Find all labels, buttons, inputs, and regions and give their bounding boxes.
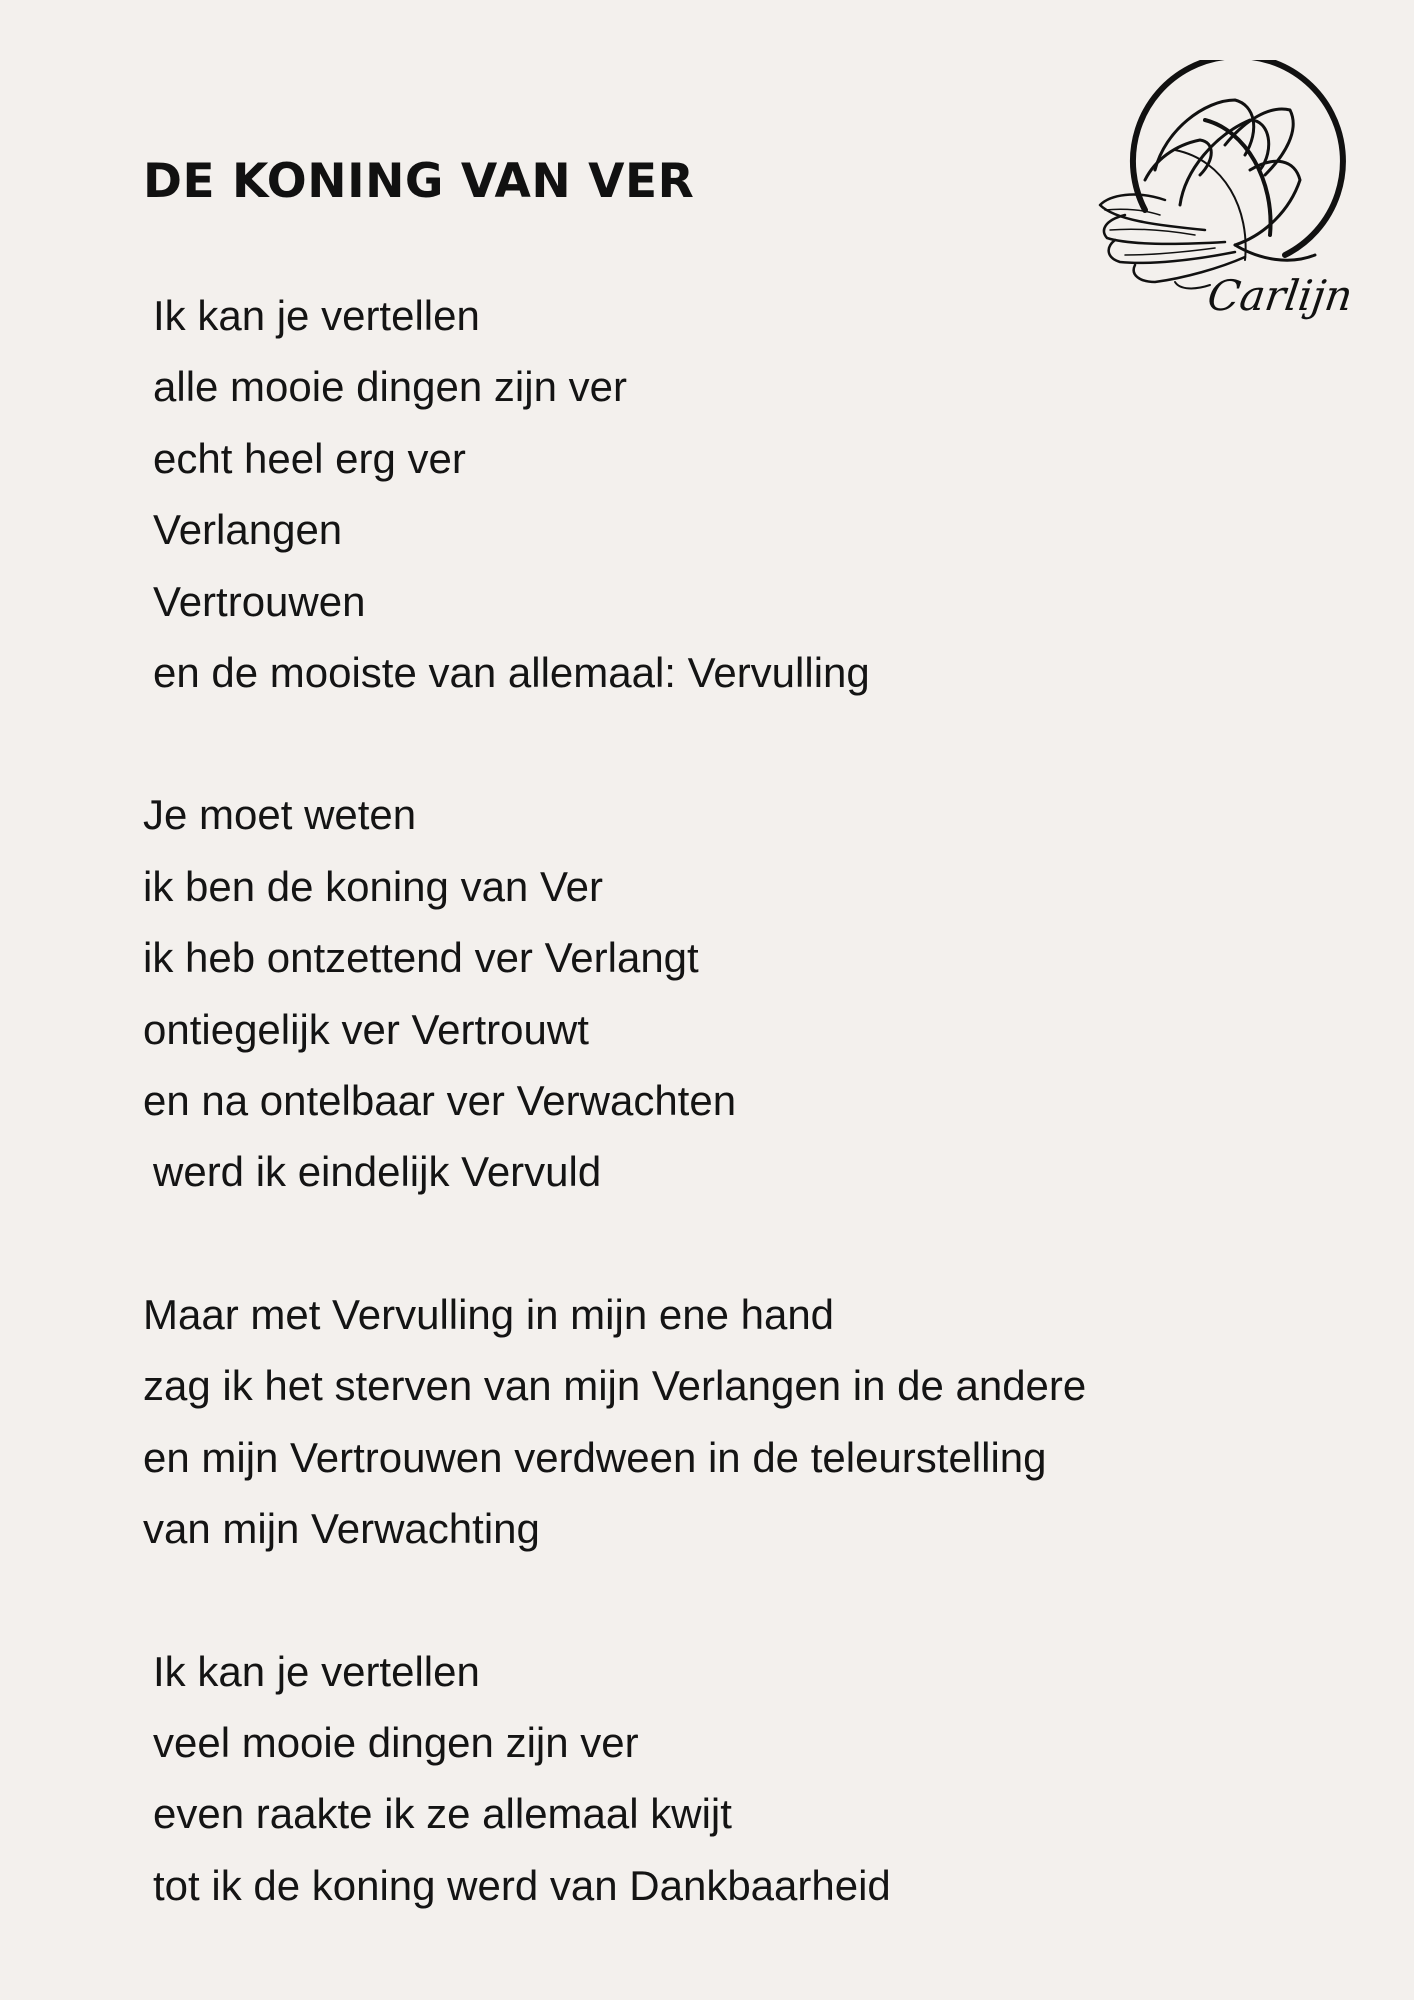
logo-signature: Carlijn xyxy=(1204,271,1356,320)
stanza-1 xyxy=(143,280,1293,708)
poem-line: van mijn Verwachting xyxy=(143,1505,540,1553)
poem-line: Verlangen xyxy=(153,506,343,554)
stanza-2 xyxy=(143,779,1293,1207)
poem-line: ik heb ontzettend ver Verlangt xyxy=(143,934,699,982)
page-title: DE KONING VAN VER xyxy=(143,154,695,209)
poem-line: en na ontelbaar ver Verwachten xyxy=(143,1077,737,1125)
poem-line: werd ik eindelijk Vervuld xyxy=(153,1148,602,1196)
stanza-4 xyxy=(143,1636,1293,1922)
poem-body xyxy=(143,280,1293,1921)
poem-line: Maar met Vervulling in mijn ene hand xyxy=(143,1290,835,1338)
poem-line: Ik kan je vertellen xyxy=(153,1647,480,1695)
poem-line: Vertrouwen xyxy=(153,577,366,625)
poem-line: en de mooiste van allemaal: Vervulling xyxy=(153,649,870,697)
poem-line: Ik kan je vertellen xyxy=(153,292,480,339)
poem-line: even raakte ik ze allemaal kwijt xyxy=(153,1790,732,1838)
poem-line: veel mooie dingen zijn ver xyxy=(153,1718,639,1766)
poem-line: en mijn Vertrouwen verdween in de teleurstelling xyxy=(143,1433,1047,1481)
poem-line: tot ik de koning werd van Dankbaarheid xyxy=(153,1861,891,1909)
poem-line: ik ben de koning van Ver xyxy=(143,862,603,910)
poem-line: echt heel erg ver xyxy=(153,434,466,482)
stanza-3 xyxy=(143,1279,1293,1565)
poem-line: ontiegelijk ver Vertrouwt xyxy=(143,1005,589,1053)
poem-line: zag ik het sterven van mijn Verlangen in de andere xyxy=(143,1362,1087,1410)
poem-line: alle mooie dingen zijn ver xyxy=(153,363,627,411)
poem-line: Je moet weten xyxy=(143,791,417,839)
